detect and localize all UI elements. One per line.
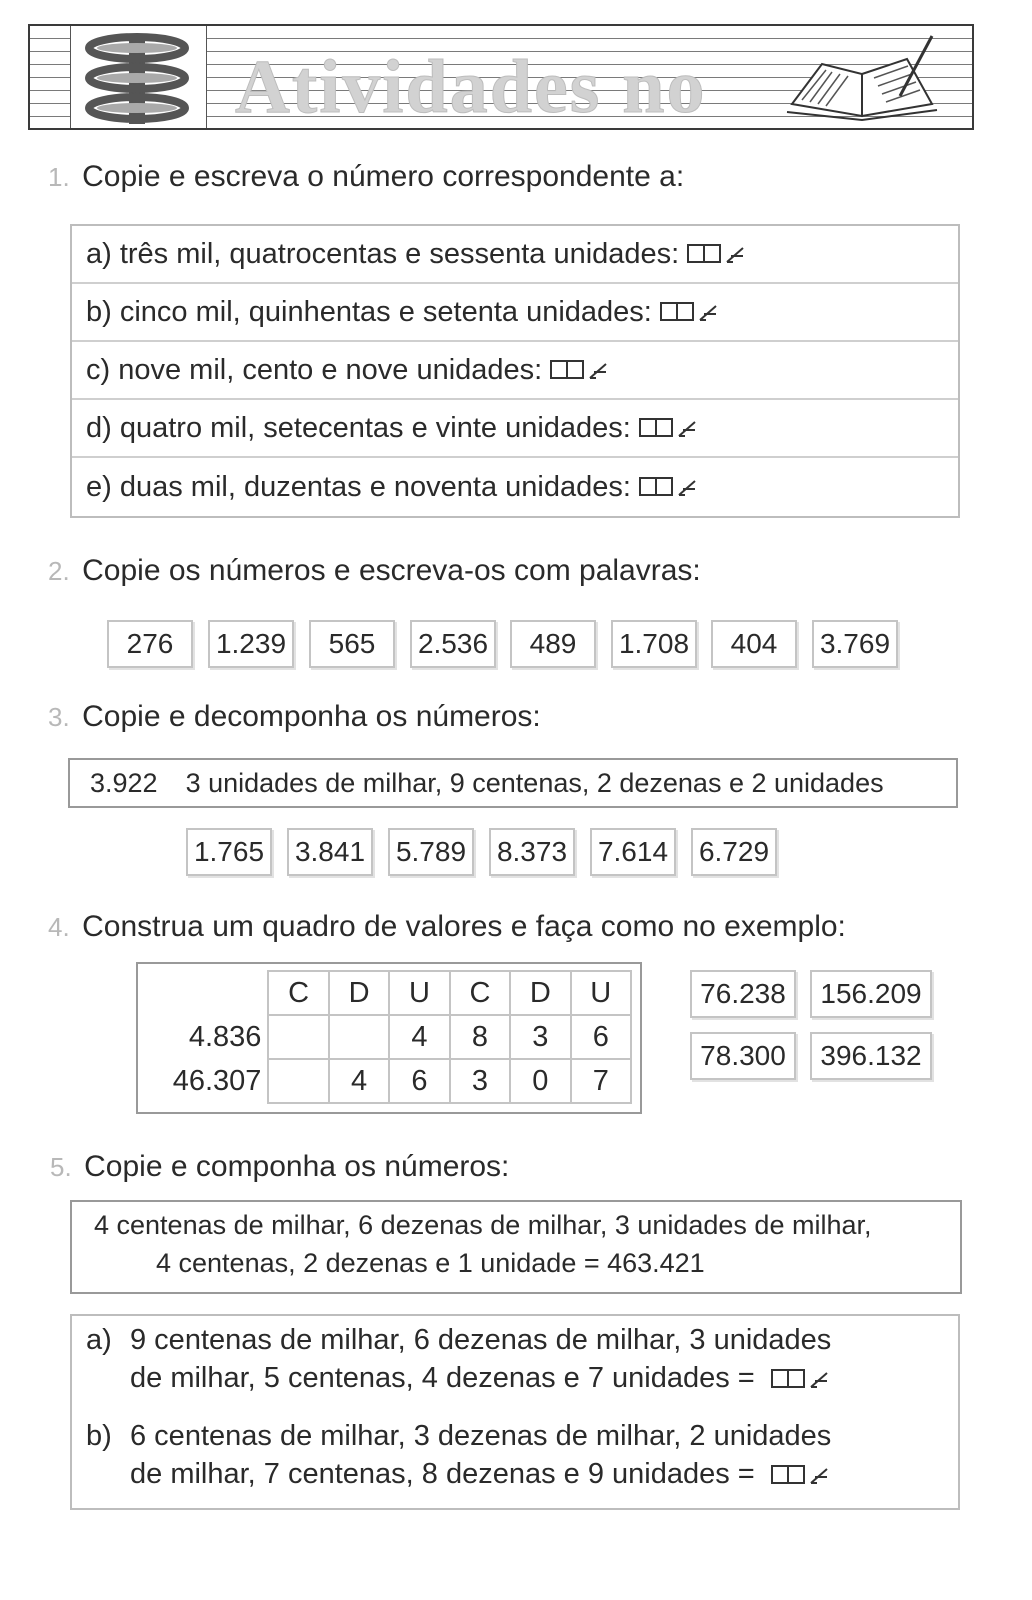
number-box: 276: [107, 620, 193, 668]
q1-item-text: d) quatro mil, setecentas e vinte unidades:: [86, 411, 631, 444]
question-text: Construa um quadro de valores e faça como no exemplo:: [82, 910, 846, 943]
book-write-icon: [687, 242, 751, 266]
number-box: 156.209: [810, 970, 932, 1018]
example-decomposition: 3 unidades de milhar, 9 centenas, 2 dezenas e 2 unidades: [185, 767, 884, 798]
book-write-icon: [639, 416, 703, 440]
question-text: Copie os números e escreva-os com palavras:: [82, 554, 701, 587]
digit-cell: 7: [571, 1059, 631, 1103]
number-box: 8.373: [489, 828, 575, 876]
number-box: 1.708: [611, 620, 697, 668]
digit-cell: 4: [329, 1059, 389, 1103]
question-number: 5.: [50, 1152, 72, 1182]
col-header: U: [389, 971, 449, 1015]
book-write-icon: [771, 1367, 835, 1391]
question-text: Copie e escreva o número correspondente a:: [82, 160, 685, 193]
q1-item-d: [72, 400, 958, 458]
item-line: de milhar, 5 centenas, 4 dezenas e 7 unidades =: [130, 1362, 755, 1394]
number-box: 404: [711, 620, 797, 668]
question-5-heading: [50, 1150, 509, 1184]
col-header: C: [450, 971, 510, 1015]
digit-cell: 3: [510, 1015, 570, 1059]
q5-example-box: [70, 1200, 962, 1294]
example-number: 3.922: [90, 767, 158, 798]
number-box: 7.614: [590, 828, 676, 876]
q1-items-box: [70, 224, 960, 518]
example-line: 4 centenas de milhar, 6 dezenas de milhar, 3 unidades de milhar,: [94, 1210, 872, 1240]
item-line: 6 centenas de milhar, 3 dezenas de milhar, 2 unidades: [130, 1420, 832, 1452]
q1-item-c: [72, 342, 958, 400]
item-line: 9 centenas de milhar, 6 dezenas de milhar, 3 unidades: [130, 1324, 832, 1356]
header-banner: [28, 24, 974, 130]
digit-cell: 6: [389, 1059, 449, 1103]
q5-item-a-line2: [130, 1362, 835, 1395]
value-chart-table: [146, 970, 632, 1104]
question-1-heading: [48, 160, 684, 194]
q1-item-text: b) cinco mil, quinhentas e setenta unidades:: [86, 295, 652, 328]
spiral-emblem-icon: [70, 26, 207, 128]
question-text: Copie e decomponha os números:: [82, 700, 541, 733]
number-box: 2.536: [410, 620, 496, 668]
open-book-icon: [782, 34, 942, 124]
q1-item-b: [72, 284, 958, 342]
question-3-heading: [48, 700, 541, 734]
digit-cell: [329, 1015, 389, 1059]
blank-cell: [146, 971, 268, 1015]
digit-cell: 8: [450, 1015, 510, 1059]
value-chart-box: [136, 962, 642, 1114]
example-line: 4 centenas, 2 dezenas e 1 unidade = 463.421: [156, 1248, 705, 1278]
number-box: 1.765: [186, 828, 272, 876]
book-write-icon: [660, 300, 724, 324]
item-label: a): [86, 1324, 112, 1356]
q5-item-b-line2: [130, 1458, 835, 1491]
number-box: 1.239: [208, 620, 294, 668]
item-label: b): [86, 1420, 112, 1452]
digit-cell: 3: [450, 1059, 510, 1103]
banner-title: Atividades no: [235, 45, 707, 129]
number-box: 6.729: [691, 828, 777, 876]
question-number: 3.: [48, 702, 70, 732]
question-number: 2.: [48, 556, 70, 586]
number-box: 489: [510, 620, 596, 668]
digit-cell: [268, 1059, 328, 1103]
digit-cell: 4: [389, 1015, 449, 1059]
number-box: 565: [309, 620, 395, 668]
question-number: 4.: [48, 912, 70, 942]
number-box: 76.238: [690, 970, 796, 1018]
q1-item-text: c) nove mil, cento e nove unidades:: [86, 353, 543, 386]
number-box: 3.769: [812, 620, 898, 668]
number-box: 78.300: [690, 1032, 796, 1080]
item-line: de milhar, 7 centenas, 8 dezenas e 9 unidades =: [130, 1458, 755, 1490]
col-header: C: [268, 971, 328, 1015]
digit-cell: 0: [510, 1059, 570, 1103]
q3-example-box: [68, 758, 958, 808]
q1-item-text: a) três mil, quatrocentas e sessenta unidades:: [86, 237, 680, 270]
question-2-heading: [48, 554, 701, 588]
value-chart-row: [146, 1015, 631, 1059]
col-header: D: [329, 971, 389, 1015]
q5-items-box: [70, 1314, 960, 1510]
digit-cell: [268, 1015, 328, 1059]
value-chart-header: [146, 971, 631, 1015]
number-box: 3.841: [287, 828, 373, 876]
value-chart-row: [146, 1059, 631, 1103]
book-write-icon: [639, 475, 703, 499]
digit-cell: 6: [571, 1015, 631, 1059]
row-label: 46.307: [172, 1064, 262, 1097]
q1-item-a: [72, 226, 958, 284]
q1-item-e: [72, 458, 958, 516]
number-box: 396.132: [810, 1032, 932, 1080]
question-number: 1.: [48, 162, 70, 192]
question-4-heading: [48, 910, 846, 944]
book-write-icon: [771, 1463, 835, 1487]
book-write-icon: [550, 358, 614, 382]
col-header: U: [571, 971, 631, 1015]
question-text: Copie e componha os números:: [84, 1150, 510, 1183]
col-header: D: [510, 971, 570, 1015]
q1-item-text: e) duas mil, duzentas e noventa unidades:: [86, 470, 631, 503]
number-box: 5.789: [388, 828, 474, 876]
row-label: 4.836: [188, 1020, 262, 1053]
